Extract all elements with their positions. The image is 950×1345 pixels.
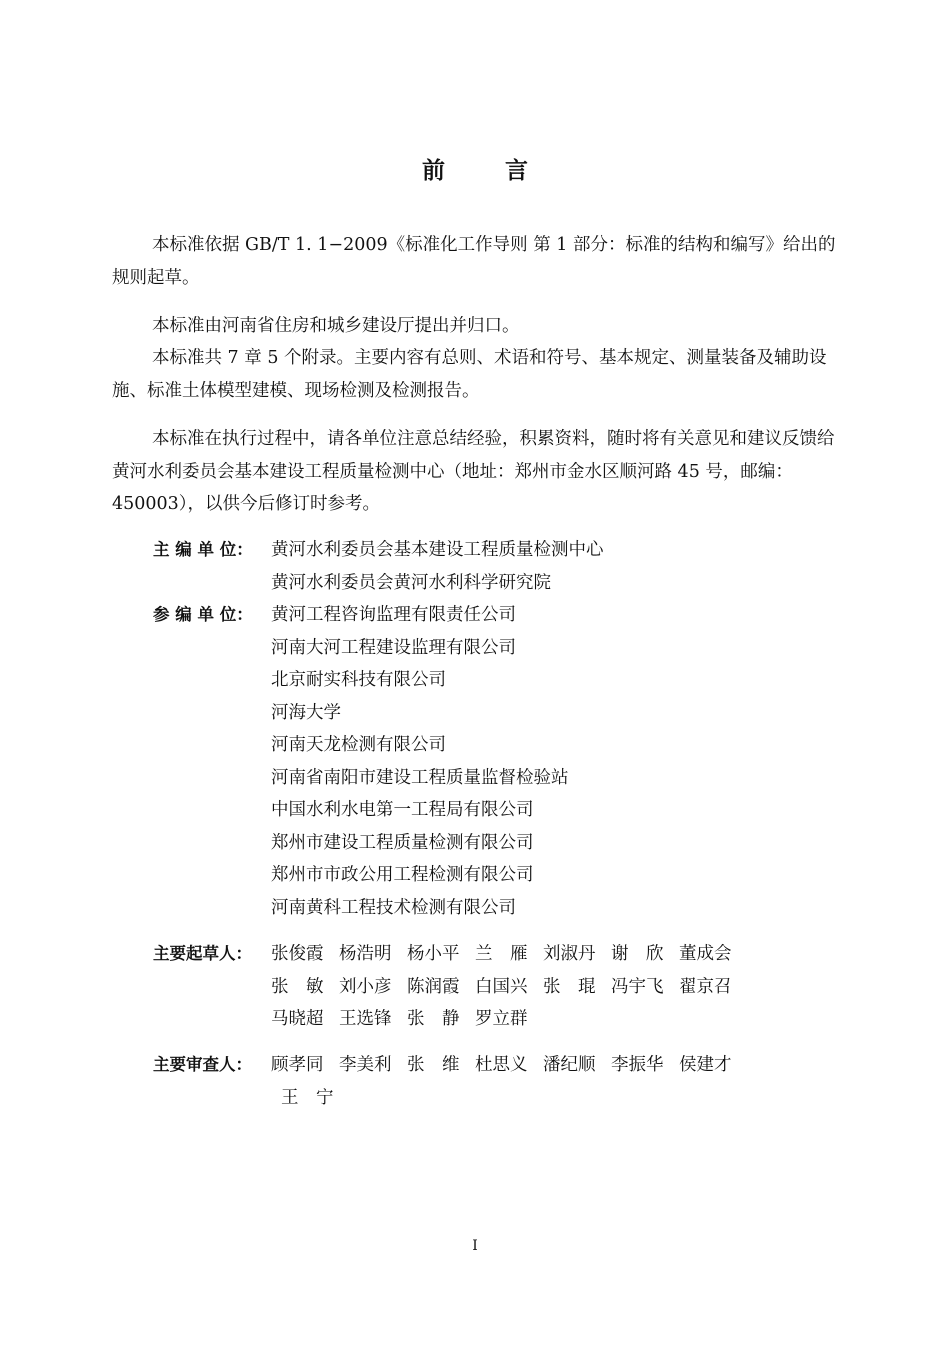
chief-units-list — [271, 534, 604, 599]
drafter-name: 刘淑丹 — [543, 944, 596, 964]
participating-unit-item: 郑州市建设工程质量检测有限公司 — [271, 832, 534, 853]
drafter-name: 杨小平 — [407, 944, 460, 964]
drafter-name: 杨浩明 — [339, 944, 392, 964]
paragraph-proposer: 本标准由河南省住房和城乡建设厅提出并归口。 — [152, 316, 520, 336]
chief-unit-item: 黄河水利委员会黄河水利科学研究院 — [271, 572, 551, 593]
drafter-name: 陈润霞 — [407, 976, 460, 997]
reviewers-list — [271, 1049, 747, 1114]
drafter-name: 张 敏 — [271, 976, 324, 997]
participating-unit-item: 黄河工程咨询监理有限责任公司 — [271, 605, 516, 625]
reviewer-name: 顾孝同 — [271, 1055, 324, 1075]
reviewer-name: 侯建才 — [679, 1055, 732, 1075]
participating-unit-item: 河南大河工程建设监理有限公司 — [271, 637, 516, 658]
drafter-name: 张 琨 — [543, 976, 596, 997]
participating-unit-item: 河南黄科工程技术检测有限公司 — [271, 897, 516, 918]
drafter-name: 马晓超 — [271, 1009, 324, 1029]
drafter-name: 兰 雁 — [475, 944, 528, 964]
paragraph-feedback: 本标准在执行过程中，请各单位注意总结经验，积累资料，随时将有关意见和建议反馈给黄河水利委员会基本建设工程质量检测中心（地址：郑州市金水区顺河路 45 号，邮编：450003），以供今后修订时参考。 — [112, 429, 835, 514]
drafters-label: 主要起草人： — [153, 944, 252, 963]
participating-unit-item: 河南天龙检测有限公司 — [271, 735, 446, 755]
page-number: I — [472, 1238, 478, 1254]
drafters-row — [271, 971, 747, 1004]
drafter-name: 冯宇飞 — [611, 976, 664, 997]
reviewer-name: 李美利 — [339, 1055, 392, 1075]
drafter-name: 张 静 — [407, 1009, 460, 1029]
reviewer-name: 潘纪顺 — [543, 1055, 596, 1075]
drafter-name: 罗立群 — [475, 1009, 528, 1029]
reviewers-label: 主要审查人： — [153, 1055, 252, 1074]
participating-unit-item: 北京耐实科技有限公司 — [271, 670, 446, 690]
participating-unit-item: 郑州市市政公用工程检测有限公司 — [271, 865, 534, 885]
drafter-name: 白国兴 — [475, 976, 528, 997]
drafter-name: 谢 欣 — [611, 944, 664, 964]
paragraph-content-summary: 本标准共 7 章 5 个附录。主要内容有总则、术语和符号、基本规定、测量装备及辅助设施、标准土体模型建模、现场检测及检测报告。 — [112, 348, 827, 401]
reviewer-name: 张 维 — [407, 1055, 460, 1075]
reviewer-name: 王 宁 — [281, 1087, 334, 1108]
reviewer-name: 李振华 — [611, 1055, 664, 1075]
drafter-name: 董成会 — [679, 944, 732, 964]
participating-units-list — [271, 599, 569, 924]
drafters-row — [271, 1003, 747, 1036]
drafter-name: 王选锋 — [339, 1009, 392, 1029]
drafter-name: 张俊霞 — [271, 944, 324, 964]
chief-units-label: 主 编 单 位： — [153, 540, 253, 559]
participating-unit-item: 中国水利水电第一工程局有限公司 — [271, 800, 534, 820]
participating-units-label: 参 编 单 位： — [153, 605, 253, 624]
drafter-name: 刘小彦 — [339, 976, 392, 997]
page-title: 前 言 — [421, 158, 554, 184]
reviewers-row — [271, 1082, 747, 1115]
paragraph-drafting-basis: 本标准依据 GB/T 1. 1−2009《标准化工作导则 第 1 部分：标准的结构和编写》给出的规则起草。 — [112, 235, 836, 288]
reviewers-row — [271, 1049, 747, 1082]
chief-unit-item: 黄河水利委员会基本建设工程质量检测中心 — [271, 540, 604, 560]
reviewer-name: 杜思义 — [475, 1055, 528, 1075]
drafter-name: 翟京召 — [679, 976, 732, 997]
drafters-list — [271, 938, 747, 1036]
drafters-row — [271, 938, 747, 971]
participating-unit-item: 河南省南阳市建设工程质量监督检验站 — [271, 767, 569, 788]
participating-unit-item: 河海大学 — [271, 702, 341, 723]
